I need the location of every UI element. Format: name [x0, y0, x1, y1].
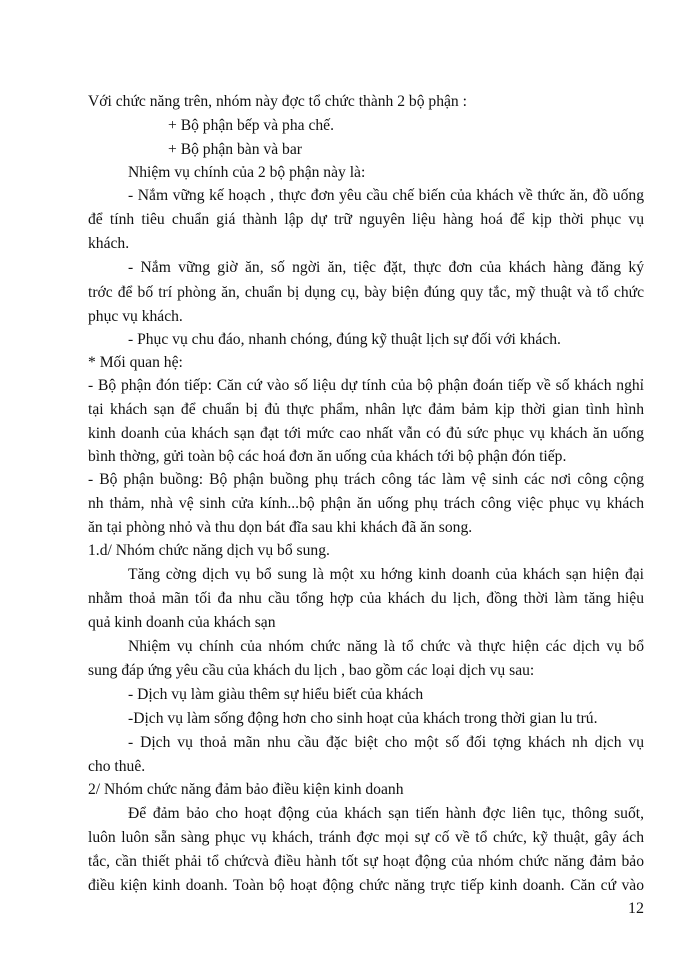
text-line: - Dịch vụ làm giàu thêm sự hiểu biết của khách: [128, 686, 424, 703]
text-line: điều kiện kinh doanh. Toàn bộ hoạt động chức năng trực tiếp kinh doanh. Căn cứ vào: [88, 877, 644, 894]
text-line: nh thảm, nhà vệ sinh cửa kính...bộ phận ăn uống phụ trách công việc phục vụ khách: [88, 495, 644, 512]
text-line: Nhiệm vụ chính của nhóm chức năng là tổ chức và thực hiện các dịch vụ bổ: [128, 638, 644, 655]
text-line: - Bộ phận buồng: Bộ phận buồng phụ trách công tác làm vệ sinh các nơi công cộng: [88, 471, 644, 488]
text-line: tắc, cần thiết phải tổ chứcvà điều hành tốt sự hoạt động của nhóm chức năng đảm bảo: [88, 853, 644, 870]
text-line: - Nắm vững giờ ăn, số ngời ăn, tiệc đặt, thực đơn của khách hàng đăng ký: [128, 259, 644, 276]
text-line: để tính tiêu chuẩn giá thành lập dự trữ nguyên liệu hàng hoá để kịp thời phục vụ: [88, 211, 644, 228]
text-line: phục vụ khách.: [88, 308, 183, 325]
text-line: kinh doanh của khách sạn đạt tới mức cao nhất vẫn có đủ sức phục vụ khách ăn uống: [88, 425, 644, 442]
text-line: - Dịch vụ thoả mãn nhu cầu đặc biệt cho một số đối tợng khách nh dịch vụ: [128, 734, 644, 751]
text-line: * Mối quan hệ:: [88, 354, 183, 371]
text-line: Với chức năng trên, nhóm này đợc tổ chức thành 2 bộ phận :: [88, 93, 467, 110]
text-line: quả kinh doanh của khách sạn: [88, 614, 276, 631]
text-line: + Bộ phận bàn và bar: [168, 141, 302, 158]
text-line: luôn luôn sẵn sàng phục vụ khách, tránh đợc mọi sự cố về tổ chức, kỹ thuật, gây ách: [88, 829, 644, 846]
text-line: - Phục vụ chu đáo, nhanh chóng, đúng kỹ thuật lịch sự đối với khách.: [128, 331, 561, 348]
text-line: Tăng cờng dịch vụ bổ sung là một xu hớng kinh doanh của khách sạn hiện đại: [128, 566, 644, 583]
text-line: khách.: [88, 235, 130, 252]
text-line: - Bộ phận đón tiếp: Căn cứ vào số liệu dự tính của bộ phận đoán tiếp về số khách nghỉ: [88, 377, 644, 394]
text-line: tại khách sạn để chuẩn bị đủ thực phẩm, nhân lực đảm bảm kịp thời gian tình hình: [88, 401, 644, 418]
text-line: + Bộ phận bếp và pha chế.: [168, 117, 334, 134]
text-line: cho thuê.: [88, 758, 146, 775]
text-line: sung đáp ứng yêu cầu của khách du lịch , bao gồm các loại dịch vụ sau:: [88, 662, 535, 679]
text-line: 2/ Nhóm chức năng đảm bảo điều kiện kinh doanh: [88, 781, 404, 798]
text-line: - Nắm vững kế hoạch , thực đơn yêu cầu chế biến của khách về thức ăn, đồ uống: [128, 187, 644, 204]
text-line: Để đảm bảo cho hoạt động của khách sạn tiến hành đợc liên tục, thông suốt,: [128, 805, 644, 822]
text-line: nhằm thoả mãn tối đa nhu cầu tổng hợp của khách du lịch, đồng thời làm tăng hiệu: [88, 590, 644, 607]
text-line: -Dịch vụ làm sống động hơn cho sinh hoạt của khách trong thời gian lu trú.: [128, 710, 598, 727]
text-line: trớc để bố trí phòng ăn, chuẩn bị dụng cụ, bày biện đúng quy tắc, mỹ thuật và tổ chức: [88, 284, 644, 301]
text-line: ăn tại phòng nhỏ và thu dọn bát đĩa sau khi khách đã ăn song.: [88, 519, 473, 536]
text-line: Nhiệm vụ chính của 2 bộ phận này là:: [128, 164, 366, 181]
text-line: bình thờng, gửi toàn bộ các hoá đơn ăn uống của khách tới bộ phận đón tiếp.: [88, 448, 567, 465]
text-line: 1.d/ Nhóm chức năng dịch vụ bổ sung.: [88, 542, 330, 559]
page-number: 12: [628, 900, 644, 917]
